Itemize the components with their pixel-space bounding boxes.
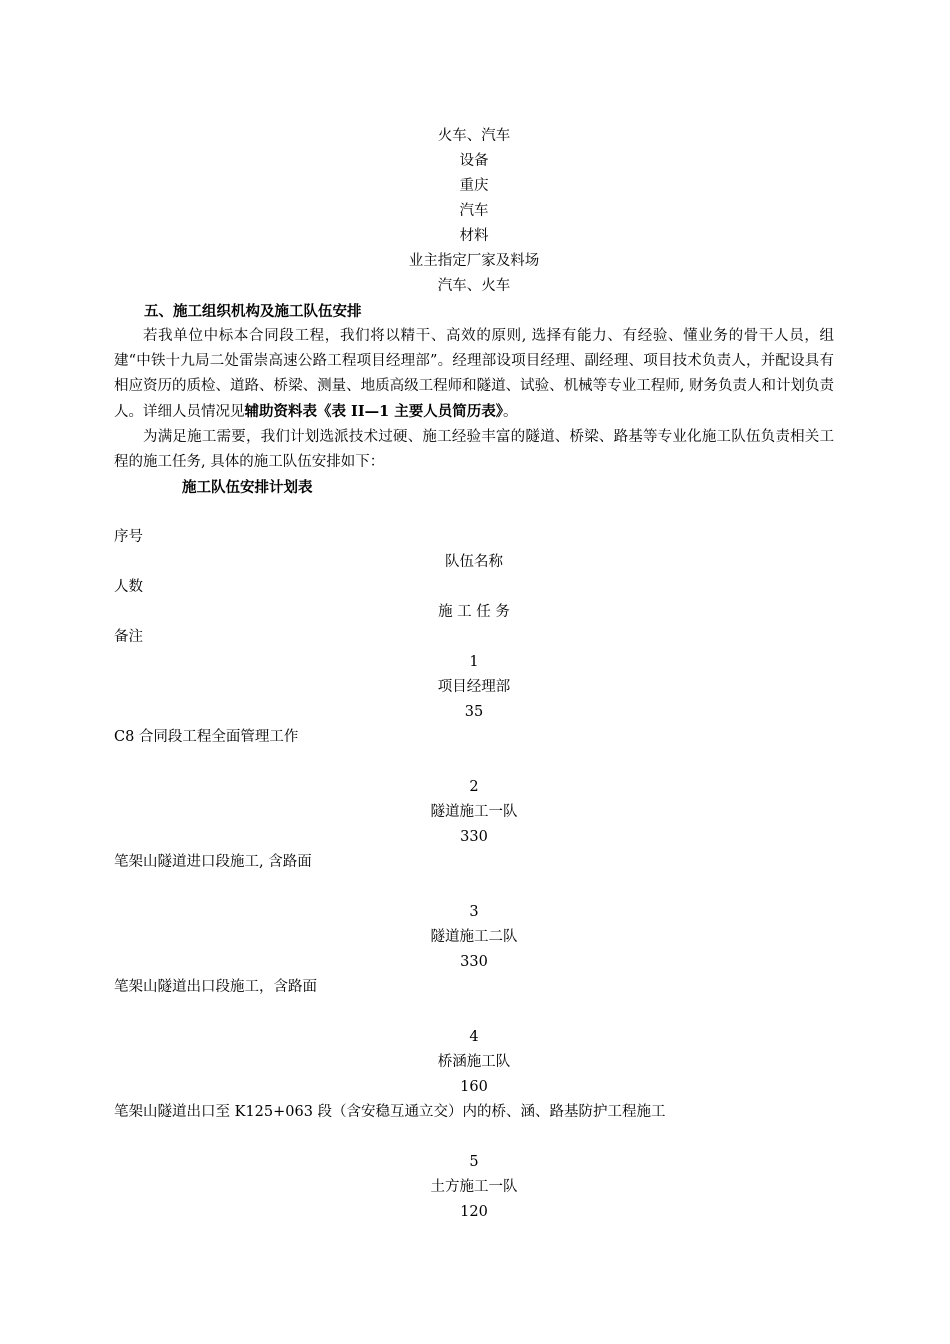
row-count: 120 bbox=[460, 1204, 488, 1220]
row-seq: 5 bbox=[469, 1154, 479, 1170]
transport-item: 材料 bbox=[459, 228, 489, 244]
header-name: 队伍名称 bbox=[445, 554, 503, 570]
header-task: 施 工 任 务 bbox=[438, 604, 510, 620]
table-headers bbox=[114, 525, 834, 650]
row-count: 160 bbox=[460, 1079, 488, 1095]
header-note: 备注 bbox=[114, 629, 143, 645]
paragraph-text: 若我单位中标本合同段工程，我们将以精干、高效的原则, 选择有能力、有经验、懂业务的骨干人员，组建“中铁十九局二处雷崇高速公路工程项目经理部”。经理部设项目经理、副经理、项目技术负责人，并配设具有相应资历的质检、道路、桥梁、测量、地质高级工程师和隧道、试验、机械等专业工程师, 财务负责人和计划负责人。详细人员情况见 bbox=[114, 328, 834, 420]
table-row bbox=[114, 1025, 834, 1150]
row-name: 土方施工一队 bbox=[430, 1179, 518, 1195]
reference-link-text: 辅助资料表《表 II—1 主要人员简历表》 bbox=[244, 403, 503, 420]
transport-item: 重庆 bbox=[459, 178, 489, 194]
row-task: 笔架山隧道出口段施工，含路面 bbox=[114, 979, 317, 995]
transport-item: 汽车 bbox=[459, 203, 489, 219]
table-row bbox=[114, 1150, 834, 1225]
row-seq: 2 bbox=[469, 779, 479, 795]
row-task: 笔架山隧道进口段施工, 含路面 bbox=[114, 854, 312, 870]
row-name: 隧道施工一队 bbox=[430, 804, 518, 820]
row-name: 隧道施工二队 bbox=[430, 929, 518, 945]
header-count: 人数 bbox=[114, 579, 143, 595]
transport-list bbox=[114, 124, 834, 299]
document-content bbox=[114, 124, 834, 1225]
row-count: 35 bbox=[464, 704, 484, 720]
row-name: 项目经理部 bbox=[437, 679, 511, 695]
header-seq: 序号 bbox=[114, 529, 143, 545]
table-row bbox=[114, 650, 834, 775]
row-count: 330 bbox=[460, 829, 488, 845]
paragraph-end: 。 bbox=[503, 404, 518, 420]
section-heading: 五、施工组织机构及施工队伍安排 bbox=[144, 303, 362, 320]
transport-item: 设备 bbox=[459, 153, 489, 169]
table-row bbox=[114, 775, 834, 900]
transport-item: 业主指定厂家及料场 bbox=[408, 253, 540, 269]
row-task: 笔架山隧道出口至 K125+063 段（含安稳互通立交）内的桥、涵、路基防护工程施工 bbox=[114, 1104, 666, 1120]
row-seq: 4 bbox=[469, 1029, 479, 1045]
table-row bbox=[114, 900, 834, 1025]
row-seq: 1 bbox=[469, 654, 479, 670]
table-title: 施工队伍安排计划表 bbox=[182, 479, 313, 496]
row-count: 330 bbox=[460, 954, 488, 970]
transport-item: 汽车、火车 bbox=[437, 278, 511, 294]
row-name: 桥涵施工队 bbox=[437, 1054, 511, 1070]
row-task: C8 合同段工程全面管理工作 bbox=[114, 729, 299, 745]
paragraph-organization bbox=[114, 324, 834, 425]
paragraph-text: 为满足施工需要，我们计划选派技术过硬、施工经验丰富的隧道、桥梁、路基等专业化施工队伍负责相关工程的施工任务, 具体的施工队伍安排如下： bbox=[114, 429, 834, 470]
row-seq: 3 bbox=[469, 904, 479, 920]
paragraph-teams bbox=[114, 425, 834, 475]
transport-item: 火车、汽车 bbox=[437, 128, 511, 144]
